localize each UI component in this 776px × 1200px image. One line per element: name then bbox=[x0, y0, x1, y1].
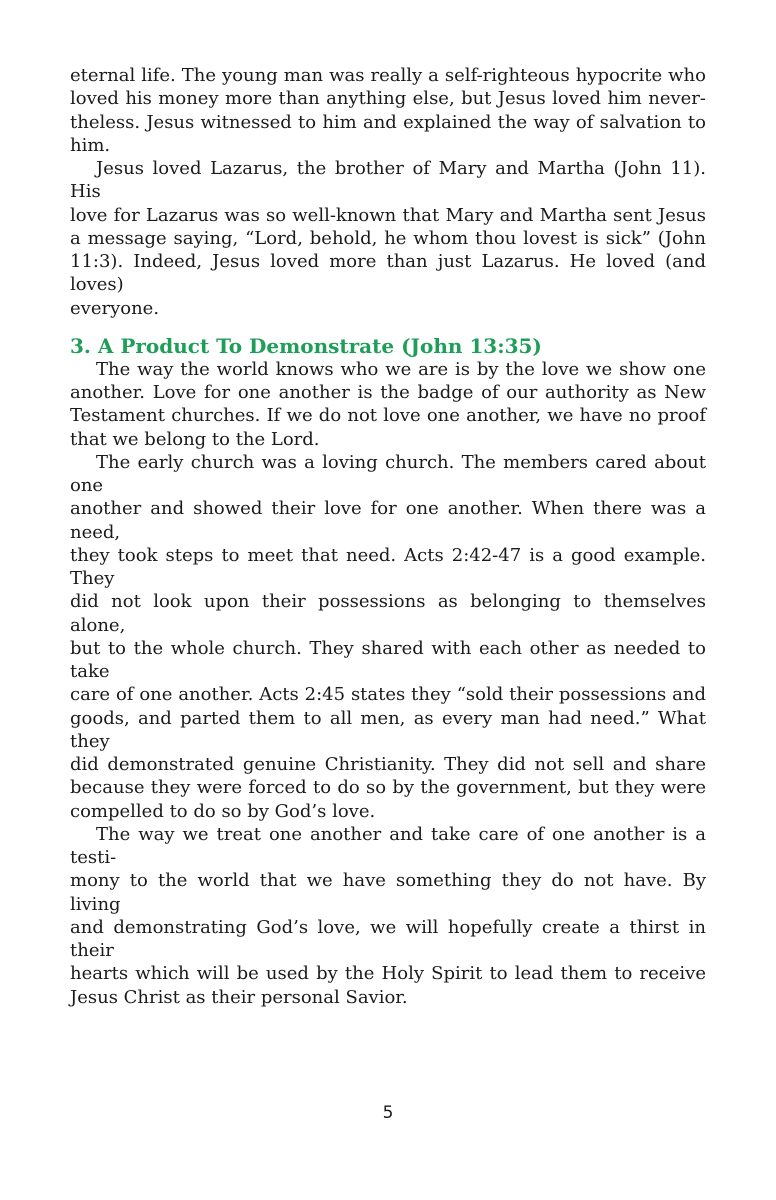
text-line: did demonstrated genuine Christianity. They did not sell and share bbox=[70, 754, 706, 775]
text-line: him. bbox=[70, 134, 111, 156]
text-line: loved his money more than anything else, but Jesus loved him never- bbox=[70, 88, 706, 110]
text-line: everyone. bbox=[70, 297, 160, 319]
paragraph bbox=[70, 823, 706, 1009]
text-line: and demonstrating God’s love, we will hopefully create a thirst in their bbox=[70, 916, 706, 961]
text-line: The way the world knows who we are is by the love we show one bbox=[96, 358, 706, 380]
paragraph bbox=[70, 64, 706, 157]
text-line: The way we treat one another and take care of one another is a testi- bbox=[70, 823, 706, 868]
paragraph bbox=[70, 451, 706, 823]
text-line: because they were forced to do so by the government, but they were bbox=[70, 777, 706, 799]
page-text-column bbox=[70, 64, 706, 1009]
text-line: theless. Jesus witnessed to him and explained the way of salvation to bbox=[70, 111, 706, 133]
text-line: another and showed their love for one another. When there was a need, bbox=[70, 498, 706, 543]
page-number: 5 bbox=[382, 1103, 394, 1123]
text-line: Testament churches. If we do not love one another, we have no proof bbox=[70, 405, 706, 427]
text-line: that we belong to the Lord. bbox=[70, 428, 320, 450]
text-line: Jesus Christ as their personal Savior. bbox=[70, 986, 408, 1008]
text-line: another. Love for one another is the badge of our authority as New bbox=[70, 382, 706, 403]
text-line: mony to the world that we have something they do not have. By living bbox=[70, 870, 706, 915]
text-line: love for Lazarus was so well-known that Mary and Martha sent Jesus bbox=[70, 204, 706, 226]
text-line: did not look upon their possessions as belonging to themselves alone, bbox=[70, 591, 706, 636]
paragraph bbox=[70, 358, 706, 451]
paragraph bbox=[70, 157, 706, 320]
text-line: they took steps to meet that need. Acts 2:42-47 is a good example. They bbox=[70, 544, 706, 589]
text-line: 11:3). Indeed, Jesus loved more than just Lazarus. He loved (and loves) bbox=[70, 251, 706, 296]
section-heading: 3. A Product To Demonstrate (John 13:35) bbox=[70, 333, 542, 358]
text-line: hearts which will be used by the Holy Spirit to lead them to receive bbox=[70, 963, 706, 985]
text-line: care of one another. Acts 2:45 states they “sold their possessions and bbox=[70, 684, 706, 706]
page-footer bbox=[0, 1103, 776, 1123]
text-line: a message saying, “Lord, behold, he whom thou lovest is sick” (John bbox=[70, 227, 706, 249]
text-line: The early church was a loving church. The members cared about one bbox=[70, 451, 706, 496]
text-line: eternal life. The young man was really a self-righteous hypocrite who bbox=[70, 65, 706, 86]
text-line: compelled to do so by God’s love. bbox=[70, 800, 376, 822]
text-line: Jesus loved Lazarus, the brother of Mary and Martha (John 11). His bbox=[70, 158, 706, 203]
text-line: goods, and parted them to all men, as every man had need.” What they bbox=[70, 707, 706, 752]
text-line: but to the whole church. They shared with each other as needed to take bbox=[70, 637, 706, 682]
